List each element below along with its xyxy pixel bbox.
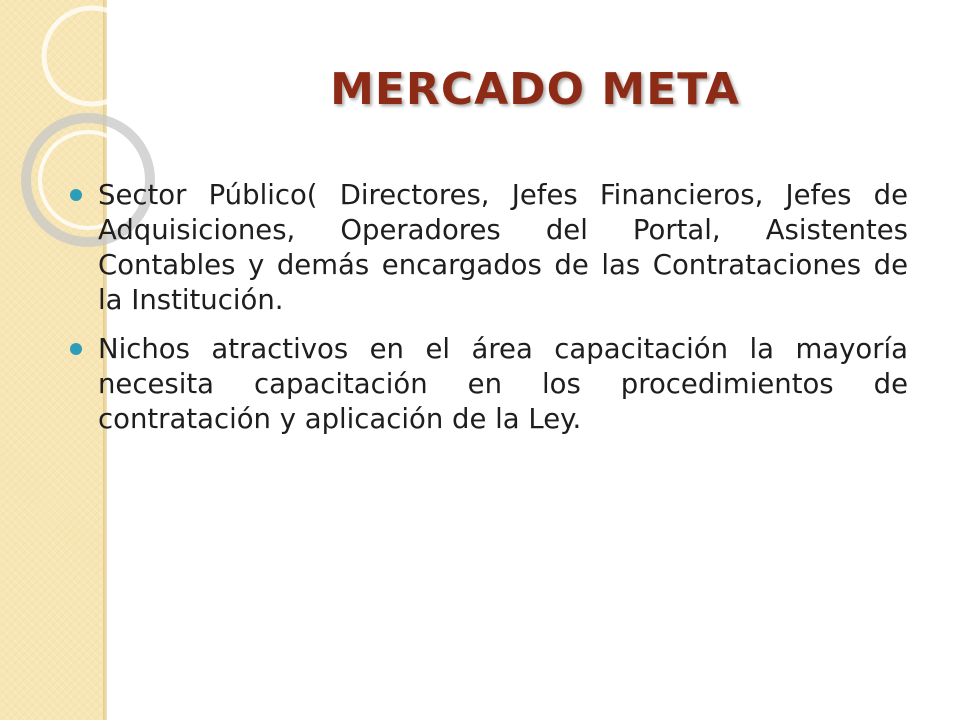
bullet-text: Nichos atractivos en el área capacitación la mayoría necesita capacitación en los procedimientos de contratación y aplicación de la Ley. [98, 333, 908, 435]
bullet-dot-icon [70, 189, 82, 201]
bullet-list [70, 178, 908, 451]
slide-title: MERCADO META [330, 64, 740, 115]
bullet-dot-icon [70, 343, 82, 355]
bullet-text: Sector Público( Directores, Jefes Financieros, Jefes de Adquisiciones, Operadores del Portal, Asistentes Contables y demás encargados de las Contrataciones de la Institución. [98, 179, 908, 316]
list-item [70, 332, 908, 437]
list-item [70, 178, 908, 318]
